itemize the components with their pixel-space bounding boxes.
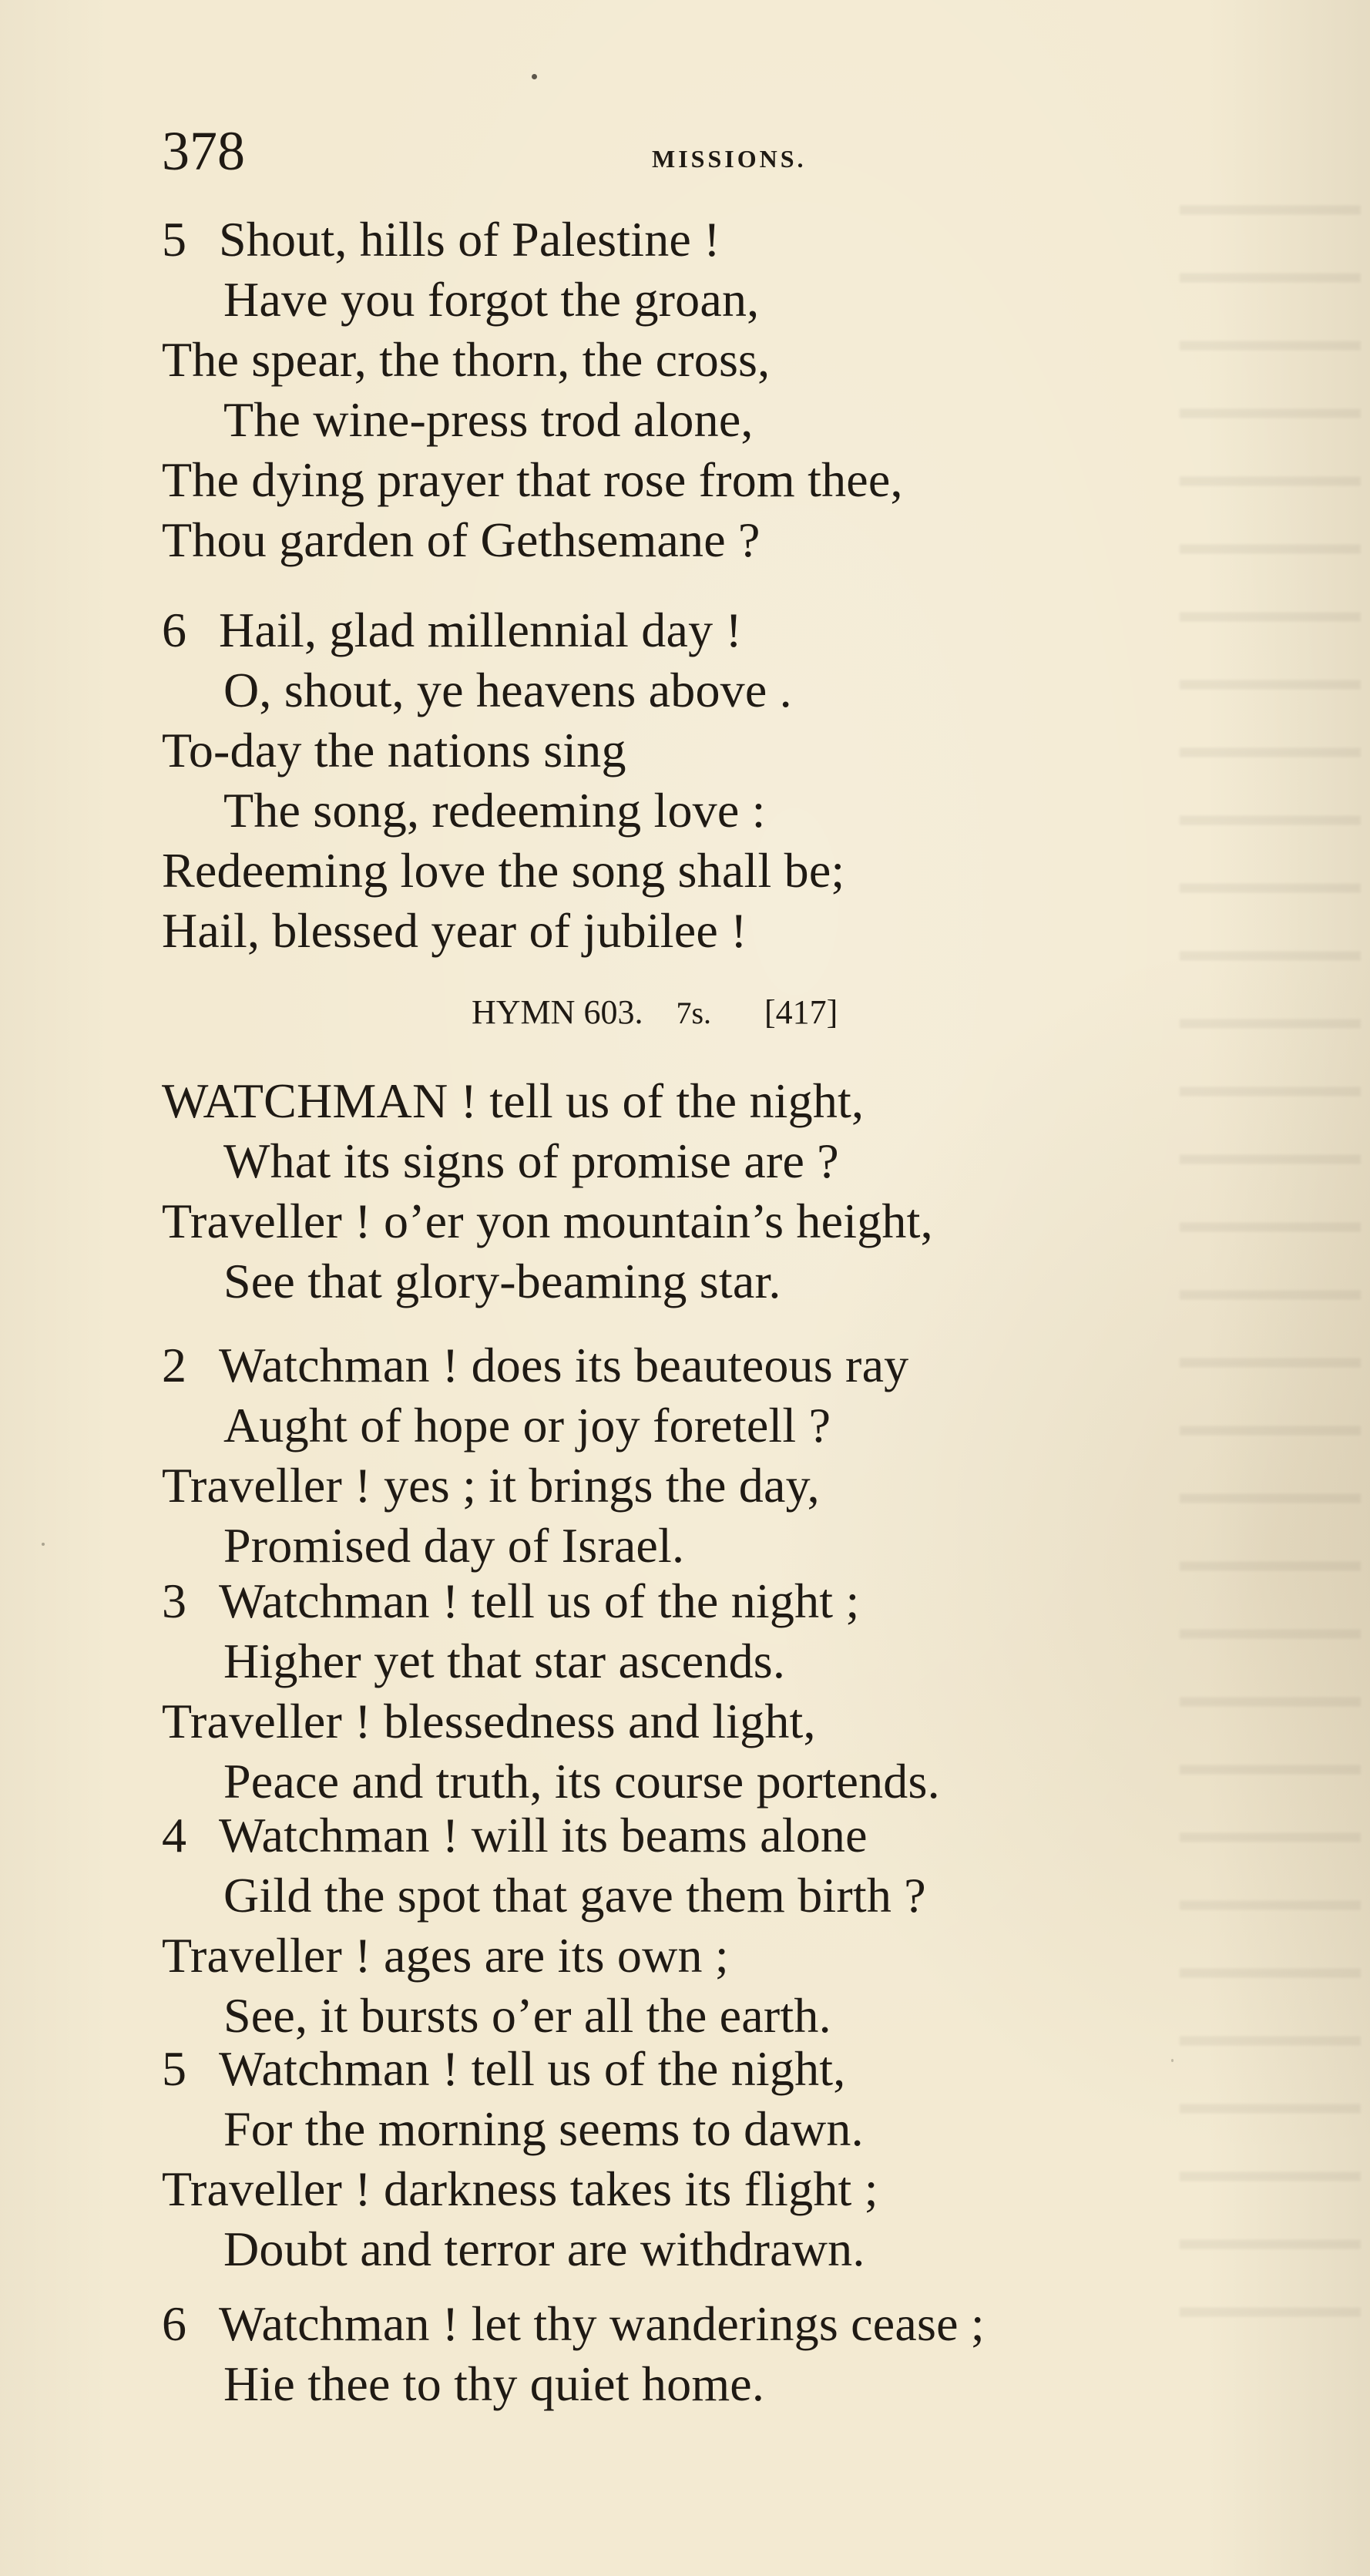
verse-number: 4 bbox=[162, 1808, 187, 1862]
verse-text: Watchman ! tell us of the night, bbox=[219, 2041, 846, 2096]
verse-line bbox=[162, 600, 1233, 660]
hymn-603-stanza-3 bbox=[162, 1571, 1233, 1812]
verse-number: 2 bbox=[162, 1338, 187, 1392]
verse-line: Traveller ! ages are its own ; bbox=[162, 1928, 729, 1983]
verse-line: What its signs of promise are ? bbox=[223, 1134, 839, 1188]
hymn-heading bbox=[472, 993, 838, 1031]
verse-line: Aught of hope or joy foretell ? bbox=[223, 1398, 831, 1453]
hymn-603-stanza-5 bbox=[162, 2039, 1233, 2279]
ink-speck bbox=[42, 1543, 45, 1546]
verse-line: The dying prayer that rose from thee, bbox=[162, 452, 903, 507]
verse-line: Redeeming love the song shall be; bbox=[162, 843, 845, 898]
verse-number: 6 bbox=[162, 2296, 187, 2351]
hymn-603-stanza-4 bbox=[162, 1805, 1233, 2046]
verse-line: The wine-press trod alone, bbox=[223, 392, 754, 447]
verse-line bbox=[162, 1805, 1233, 1866]
verse-line: Have you forgot the groan, bbox=[223, 272, 760, 327]
verse-line bbox=[162, 1335, 1233, 1395]
verse-text: Watchman ! does its beauteous ray bbox=[219, 1338, 909, 1392]
verse-line: Promised day of Israel. bbox=[223, 1518, 685, 1573]
verse-line: Traveller ! blessedness and light, bbox=[162, 1694, 816, 1748]
verse-number: 5 bbox=[162, 2041, 187, 2096]
hymn-603-stanza-1 bbox=[162, 1071, 1233, 1312]
hymn-603-stanza-6 bbox=[162, 2294, 1233, 2414]
hymn-meter: 7s. bbox=[676, 996, 712, 1030]
verse-line: Doubt and terror are withdrawn. bbox=[223, 2222, 865, 2276]
verse-number: 6 bbox=[162, 603, 187, 657]
ink-speck bbox=[532, 74, 537, 79]
stanza-6-previous-hymn bbox=[162, 600, 1233, 961]
hymn-label: HYMN 603. bbox=[472, 993, 643, 1031]
verse-number: 5 bbox=[162, 212, 187, 267]
verse-line: Hail, blessed year of jubilee ! bbox=[162, 903, 747, 958]
verse-line: WATCHMAN ! tell us of the night, bbox=[162, 1073, 865, 1128]
verse-line bbox=[162, 1571, 1233, 1631]
verse-number: 3 bbox=[162, 1573, 187, 1628]
verse-line bbox=[162, 2039, 1233, 2099]
verse-line bbox=[162, 2294, 1233, 2354]
verse-line: The song, redeeming love : bbox=[223, 783, 766, 838]
tune-number: [417] bbox=[764, 993, 838, 1031]
verse-line: Gild the spot that gave them birth ? bbox=[223, 1868, 926, 1923]
verse-line: Higher yet that star ascends. bbox=[223, 1634, 786, 1688]
verse-text: Shout, hills of Palestine ! bbox=[219, 212, 720, 267]
page-number: 378 bbox=[162, 120, 245, 182]
hymn-603-stanza-2 bbox=[162, 1335, 1233, 1576]
running-title: MISSIONS. bbox=[652, 145, 807, 173]
verse-line: Peace and truth, its course portends. bbox=[223, 1754, 940, 1809]
verse-line: Traveller ! darkness takes its flight ; bbox=[162, 2161, 878, 2216]
verse-line: Traveller ! o’er yon mountain’s height, bbox=[162, 1194, 933, 1248]
verse-line: Traveller ! yes ; it brings the day, bbox=[162, 1458, 820, 1513]
verse-line: O, shout, ye heavens above . bbox=[223, 663, 792, 717]
verse-line bbox=[162, 210, 1233, 270]
verse-line: For the morning seems to dawn. bbox=[223, 2101, 864, 2156]
verse-text: Watchman ! let thy wanderings cease ; bbox=[219, 2296, 985, 2351]
verse-line: To-day the nations sing bbox=[162, 723, 626, 778]
page-header bbox=[162, 120, 932, 193]
verse-text: Hail, glad millennial day ! bbox=[219, 603, 742, 657]
verse-line: Thou garden of Gethsemane ? bbox=[162, 512, 761, 567]
verse-line: Hie thee to thy quiet home. bbox=[223, 2356, 765, 2411]
verse-line: See that glory-beaming star. bbox=[223, 1254, 781, 1308]
verse-text: Watchman ! tell us of the night ; bbox=[219, 1573, 860, 1628]
verse-line: See, it bursts o’er all the earth. bbox=[223, 1988, 831, 2043]
verse-text: Watchman ! will its beams alone bbox=[219, 1808, 868, 1862]
verse-line: The spear, the thorn, the cross, bbox=[162, 332, 771, 387]
stanza-5-previous-hymn bbox=[162, 210, 1233, 570]
